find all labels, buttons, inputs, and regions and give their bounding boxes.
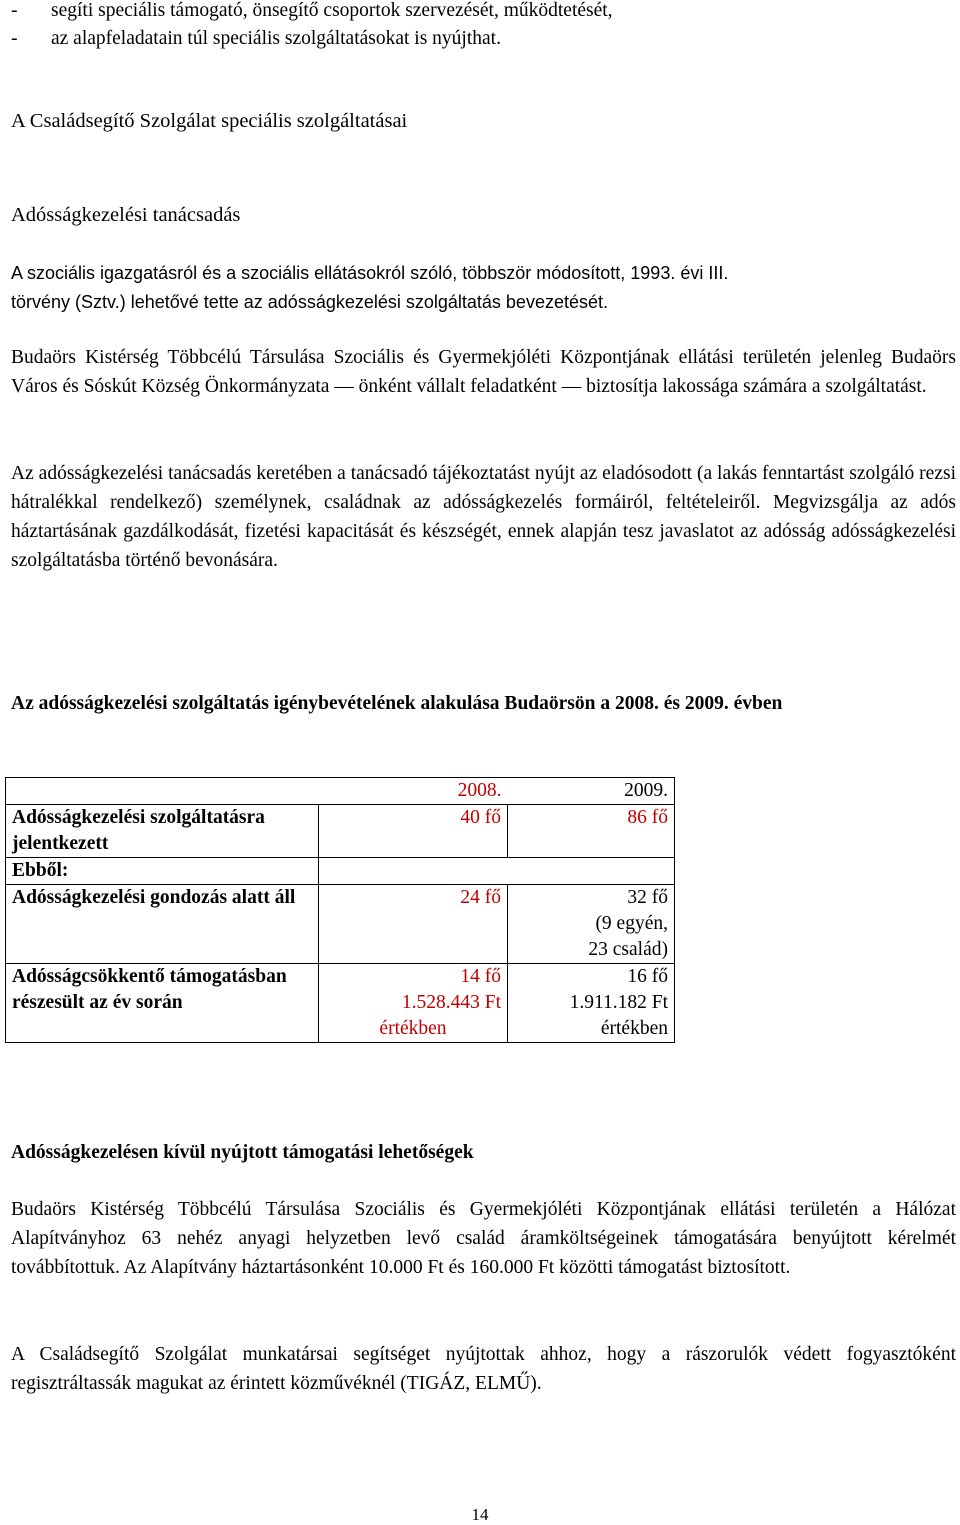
paragraph-service-area: Budaörs Kistérség Többcélú Társulása Szociális és Gyermekjóléti Központjának ellátási területén jelenleg Budaörs Város és Sóskút Község Önkormányzata — önként vállalt feladatként — biztosítja lakossága számára a szolgáltatást. [11,347,956,397]
table-row [6,778,675,805]
table-cell-empty [6,778,319,805]
reduction-2008-unit: értékben [379,1018,447,1039]
support-heading: Adósságkezelésen kívül nyújtott támogatási lehetőségek [11,1142,474,1163]
bullet-dash: - [11,0,18,21]
table-cell-empty [319,858,508,885]
year-2009-header: 2009. [508,778,675,805]
reduction-2008-amount: 1.528.443 Ft [401,992,501,1013]
paragraph-foundation: Budaörs Kistérség Többcélú Társulása Szociális és Gyermekjóléti Központjának ellátási területén a Hálózat Alapítványhoz 63 nehéz anyagi helyzetben levő család áramköltségeinek támogatására benyújtott kérelmét továbbítottuk. Az Alapítvány háztartásonként 10.000 Ft és 160.000 Ft közötti támogatást biztosított. [11,1199,956,1278]
reduction-2009 [508,964,675,1043]
bullet-item: az alapfeladatain túl speciális szolgáltatásokat is nyújthat. [51,28,501,49]
under-care-2008: 24 fő [319,885,508,964]
reduction-2008-count: 14 fő [460,966,501,987]
reduction-2009-amount: 1.911.182 Ft [569,992,668,1013]
table-cell-empty [508,858,675,885]
under-care-2009-count: 32 fő [627,887,668,908]
table-heading: Az adósságkezelési szolgáltatás igénybevételének alakulása Budaörsön a 2008. és 2009. évben [11,693,783,714]
table-row [6,805,675,858]
paragraph-protected-consumers: A Családsegítő Szolgálat munkatársai segítséget nyújtottak ahhoz, hogy a rászorulók védett fogyasztóként regisztráltassák magukat az érintett közművéknél (TIGÁZ, ELMŰ). [11,1344,956,1394]
applied-2009: 86 fő [508,805,675,858]
applied-2008: 40 fő [319,805,508,858]
under-care-2009-individuals: (9 egyén, [595,913,668,934]
under-care-2009-families: 23 család) [588,939,668,960]
reduction-2008 [319,964,508,1043]
intro-line: A szociális igazgatásról és a szociális ellátásokról szóló, többször módosított, 1993. évi III. [11,263,729,283]
section-title: A Családsegítő Szolgálat speciális szolgáltatásai [11,110,408,132]
row-label-of-which: Ebből: [6,858,319,885]
intro-line: törvény (Sztv.) lehetővé tette az adósságkezelési szolgáltatás bevezetését. [11,292,608,312]
row-label-applied: Adósságkezelési szolgáltatásra jelentkezett [6,805,319,858]
reduction-2009-count: 16 fő [627,966,668,987]
bullet-item: segíti speciális támogató, önsegítő csoportok szervezését, működtetését, [51,0,613,21]
page-number: 14 [471,1505,489,1524]
row-label-under-care: Adósságkezelési gondozás alatt áll [6,885,319,964]
statistics-table [5,777,675,1043]
reduction-2009-unit: értékben [600,1018,668,1039]
year-2008-header: 2008. [319,778,508,805]
table-row [6,885,675,964]
bullet-dash: - [11,28,18,49]
under-care-2009 [508,885,675,964]
row-label-reduction-support: Adósságcsökkentő támogatásban részesült az év során [6,964,319,1043]
paragraph-debt-counseling: Az adósságkezelési tanácsadás keretében a tanácsadó tájékoztatást nyújt az eladósodott (a lakás fenntartást szolgáló rezsi hátralékkal rendelkező) személynek, családnak az adósságkezelés formáiról, feltételeiről. Megvizsgálja az adós háztartásának gazdálkodását, fizetési kapacitását és készségét, ennek alapján tesz javaslatot az adósság adósságkezelési szolgáltatásba történő bevonására. [11,463,956,571]
table-row [6,858,675,885]
subsection-title: Adósságkezelési tanácsadás [11,204,241,226]
table-row [6,964,675,1043]
